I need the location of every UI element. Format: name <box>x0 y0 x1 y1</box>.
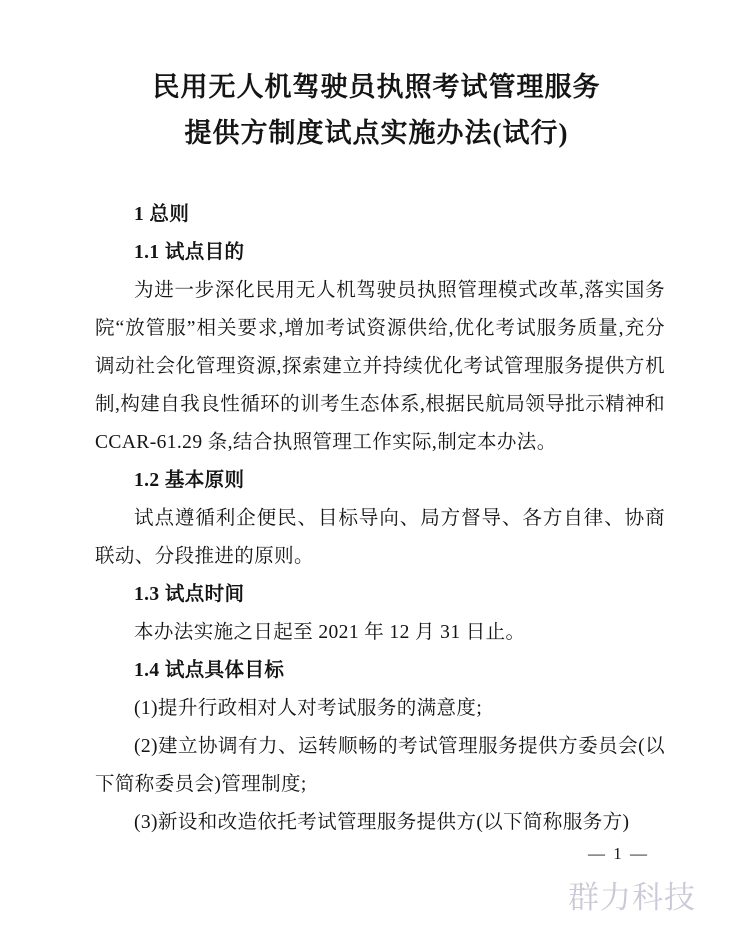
title-line-1: 民用无人机驾驶员执照考试管理服务 <box>152 72 601 102</box>
body-paragraph: 试点遵循利企便民、目标导向、局方督导、各方自律、协商联动、分段推进的原则。 <box>95 508 665 567</box>
section-heading: 1 总则 <box>134 204 190 225</box>
body-paragraph: (1)提升行政相对人对考试服务的满意度; <box>134 698 483 719</box>
body-paragraph: 本办法实施之日起至 2021 年 12 月 31 日止。 <box>134 622 526 643</box>
document-title <box>0 0 753 156</box>
page-number: — 1 — <box>588 844 649 863</box>
section-heading: 1.2 基本原则 <box>134 470 245 491</box>
document-body <box>0 196 753 842</box>
body-paragraph: 为进一步深化民用无人机驾驶员执照管理模式改革,落实国务院“放管服”相关要求,增加考试资源供给,优化考试服务质量,充分调动社会化管理资源,探索建立并持续优化考试管理服务提供方机制,构建自我良性循环的训考生态体系,根据民航局领导批示精神和 CCAR-61.29 条,结合执照管理工作实际,制定本办法。 <box>95 280 665 453</box>
section-heading: 1.4 试点具体目标 <box>134 660 285 681</box>
title-line-2: 提供方制度试点实施办法(试行) <box>184 118 569 148</box>
section-heading: 1.3 试点时间 <box>134 584 245 605</box>
section-heading: 1.1 试点目的 <box>134 242 245 263</box>
watermark: 群力科技 <box>568 880 696 915</box>
body-paragraph: (2)建立协调有力、运转顺畅的考试管理服务提供方委员会(以下简称委员会)管理制度; <box>95 736 665 795</box>
page-footer <box>588 844 649 864</box>
body-paragraph: (3)新设和改造依托考试管理服务提供方(以下简称服务方) <box>134 812 630 833</box>
